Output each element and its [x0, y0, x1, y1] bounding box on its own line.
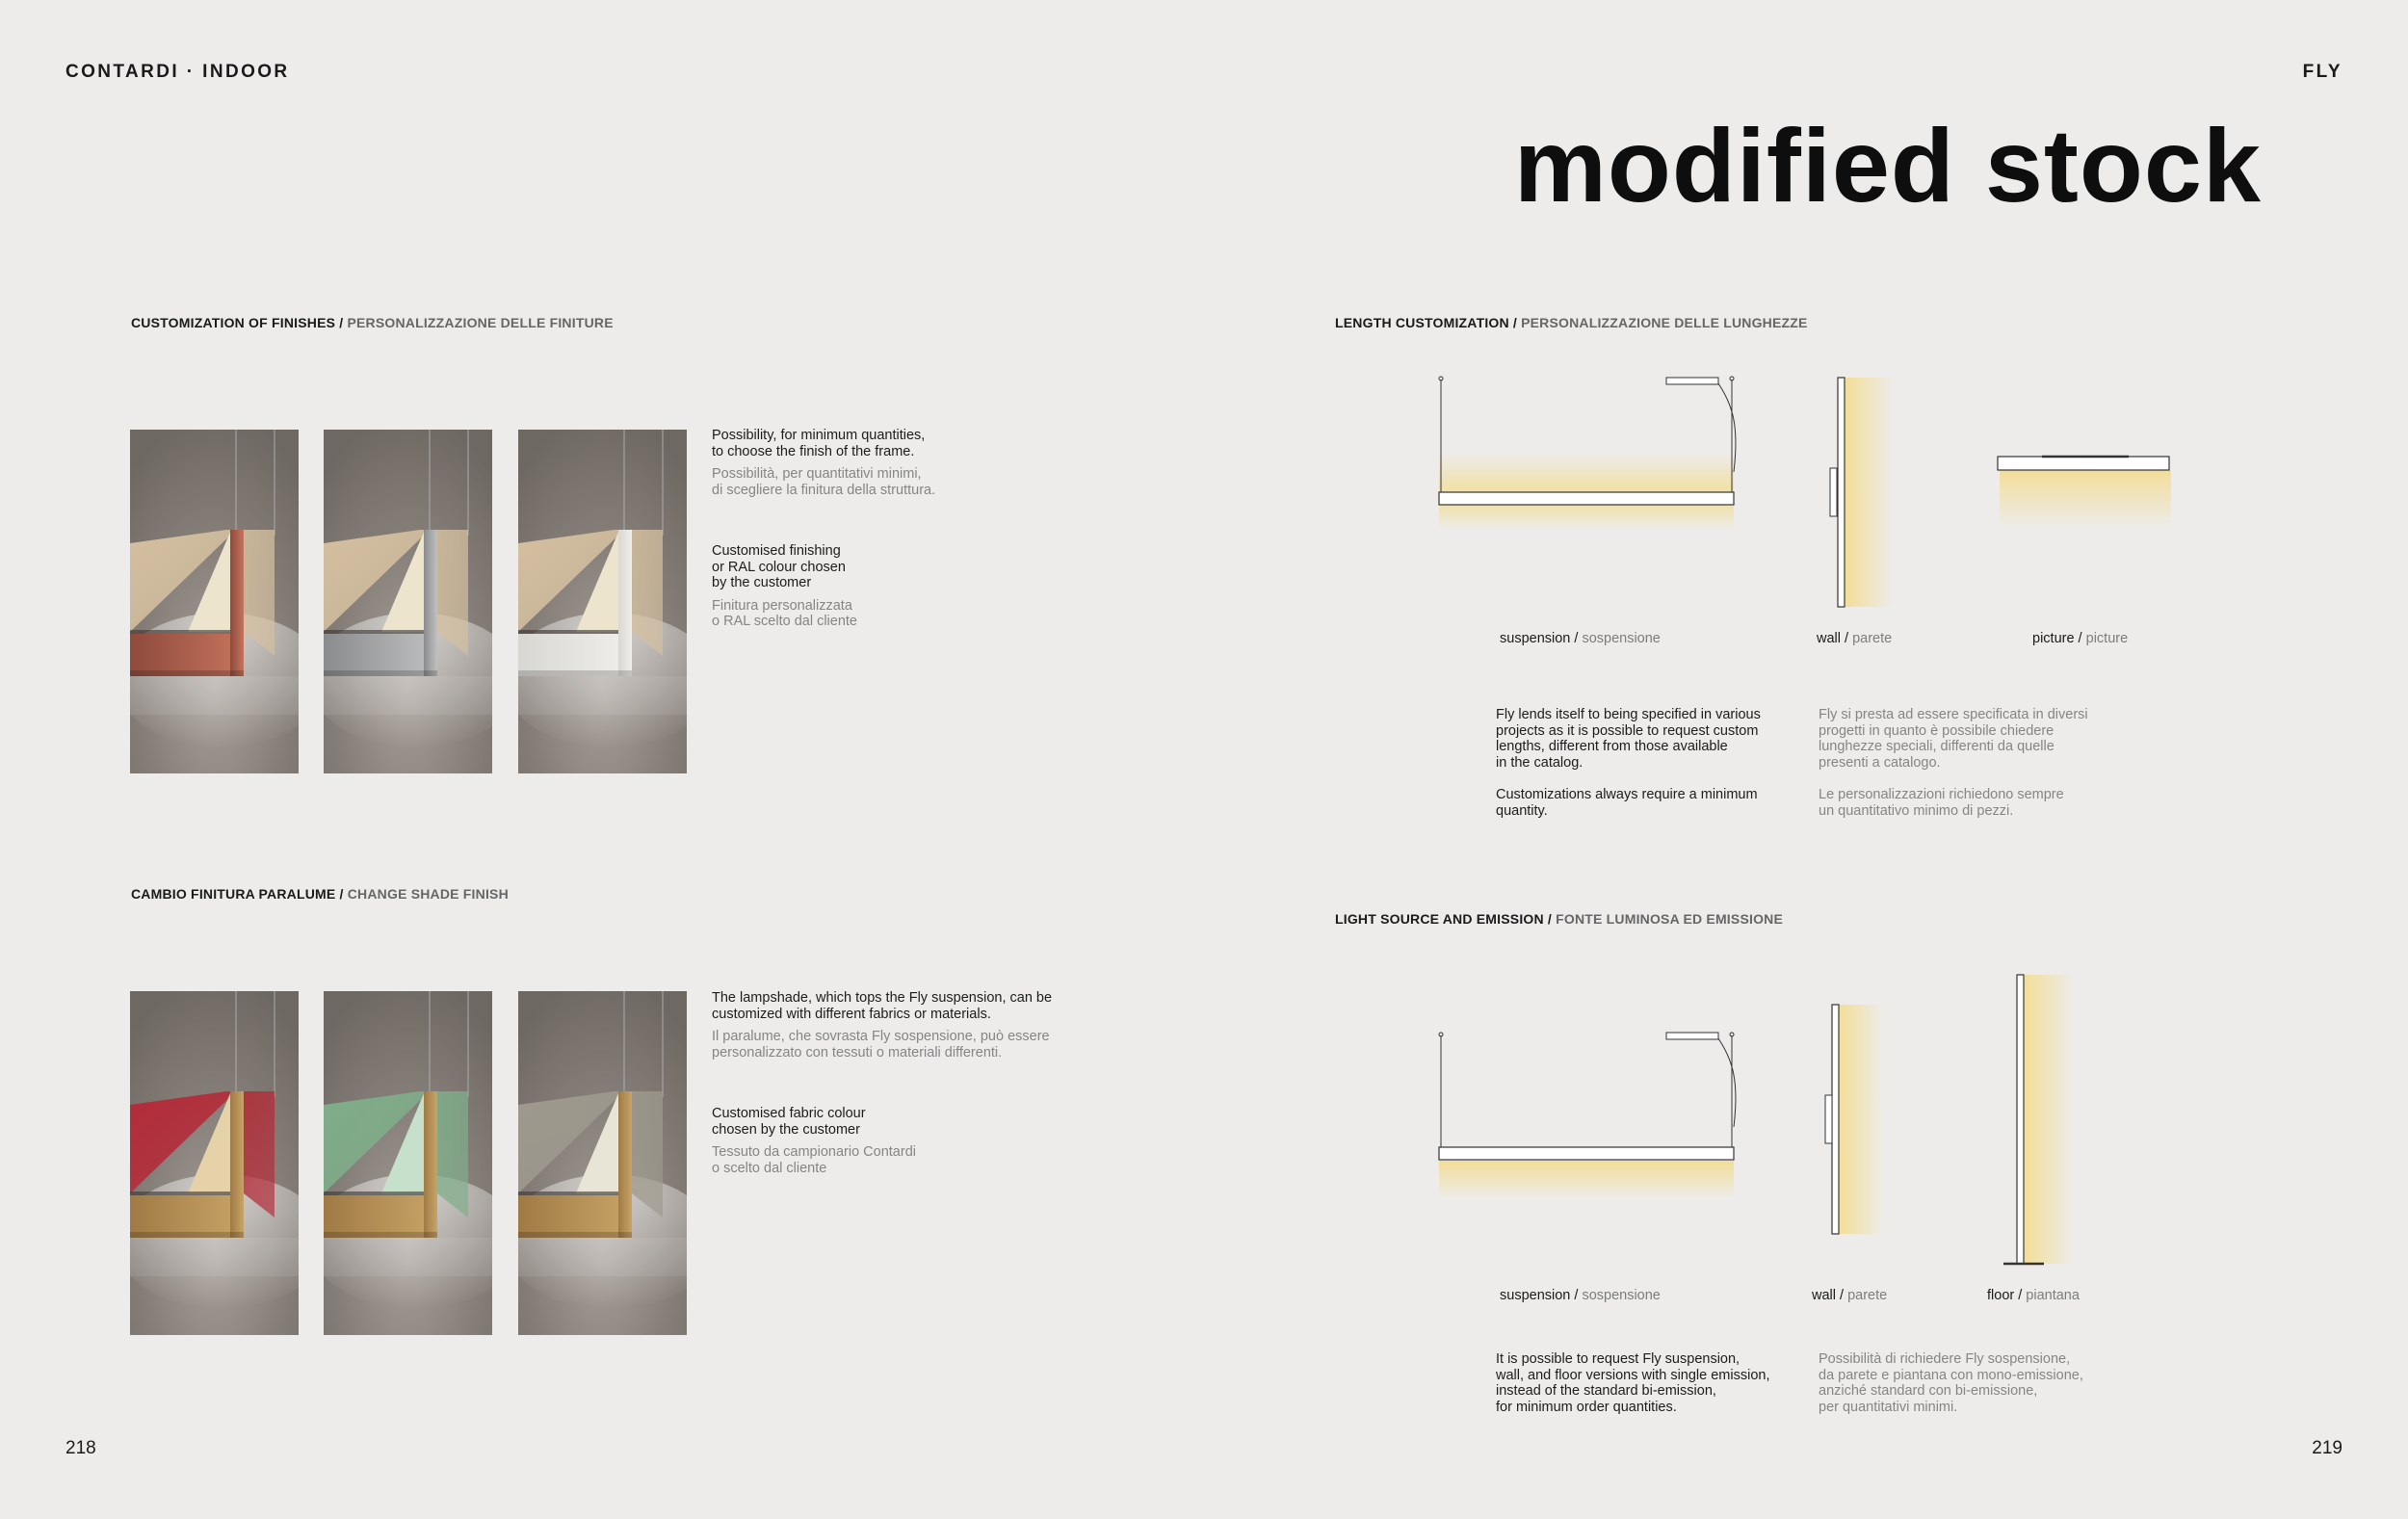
emission-floor-diagram: [2003, 975, 2075, 1264]
section-title-length: [1335, 315, 1808, 330]
caption-en: wall /: [1817, 631, 1849, 646]
caption-it: sospensione: [1582, 631, 1661, 646]
section-title-it: PERSONALIZZAZIONE DELLE LUNGHEZZE: [1521, 315, 1808, 330]
caption-it: picture: [2085, 631, 2129, 646]
suspension-diagram: [1439, 377, 1736, 530]
emission-wall-diagram: [1825, 1005, 1884, 1234]
length-body-en: [1496, 707, 1804, 819]
caption-it: piantana: [2026, 1288, 2080, 1303]
photo-frame-finish-white: [518, 430, 687, 773]
length-body-it-2: Le personalizzazioni richiedono sempre un quantitativo minimo di pezzi.: [1819, 787, 2064, 819]
caption-emission-suspension: [1500, 1288, 1661, 1303]
finishes-p2-it: Finitura personalizzata o RAL scelto dal cliente: [712, 597, 857, 629]
lamp-illustration: [518, 430, 687, 773]
caption-emission-wall: [1812, 1288, 1887, 1303]
section-title-it: FONTE LUMINOSA ED EMISSIONE: [1556, 911, 1784, 927]
section-title-shade: [131, 886, 509, 902]
length-body-en-2: Customizations always require a minimum quantity.: [1496, 787, 1758, 819]
photo-frame-finish-grey: [324, 430, 492, 773]
section-title-it: CHANGE SHADE FINISH: [347, 886, 509, 902]
lamp-illustration: [130, 991, 299, 1335]
section-title-en: CUSTOMIZATION OF FINISHES /: [131, 315, 344, 330]
product-label: FLY: [2302, 62, 2343, 82]
lamp-illustration: [518, 991, 687, 1335]
caption-en: suspension /: [1500, 631, 1579, 646]
caption-wall: [1817, 631, 1892, 646]
emission-diagrams: [1426, 963, 2100, 1271]
finishes-p2-en: Customised finishing or RAL colour chosen by the customer: [712, 543, 846, 590]
shade-text: [712, 990, 1116, 1176]
section-title-en: CAMBIO FINITURA PARALUME /: [131, 886, 344, 902]
page-number-left: 218: [65, 1438, 96, 1458]
caption-en: wall /: [1812, 1288, 1845, 1303]
brand-label: CONTARDI · INDOOR: [65, 62, 290, 82]
section-title-finishes: [131, 315, 614, 330]
caption-it: parete: [1847, 1288, 1888, 1303]
finishes-p1-it: Possibilità, per quantitativi minimi, di scegliere la finitura della struttura.: [712, 466, 936, 498]
emission-body-it-text: Possibilità di richiedere Fly sospensione, da parete e piantana con mono-emissione, anziché standard con bi-emissione, per quantitativi minimi.: [1819, 1351, 2083, 1415]
lamp-illustration: [324, 991, 492, 1335]
length-body-en-1: Fly lends itself to being specified in various projects as it is possible to request custom lengths, different from those available in the catalog.: [1496, 707, 1761, 771]
photo-frame-finish-copper: [130, 430, 299, 773]
emission-body-it: [1819, 1351, 2127, 1415]
emission-suspension-diagram: [1439, 1033, 1736, 1199]
length-diagrams: [1426, 366, 2196, 616]
caption-it: parete: [1852, 631, 1893, 646]
photo-shade-fabric-red: [130, 991, 299, 1335]
section-title-en: LENGTH CUSTOMIZATION /: [1335, 315, 1517, 330]
shade-p1-en: The lampshade, which tops the Fly suspension, can be customized with different fabrics or materials.: [712, 990, 1053, 1022]
photo-shade-fabric-mesh: [518, 991, 687, 1335]
emission-body-en-text: It is possible to request Fly suspension, wall, and floor versions with single emission, instead of the standard bi-emission, for minimum order quantities.: [1496, 1351, 1770, 1415]
caption-en: floor /: [1987, 1288, 2023, 1303]
lamp-illustration: [130, 430, 299, 773]
section-title-en: LIGHT SOURCE AND EMISSION /: [1335, 911, 1553, 927]
caption-suspension: [1500, 631, 1661, 646]
emission-body-en: [1496, 1351, 1804, 1415]
photo-shade-fabric-green: [324, 991, 492, 1335]
caption-en: picture /: [2032, 631, 2082, 646]
page-number-right: 219: [2312, 1438, 2343, 1458]
section-title-emission: [1335, 911, 1783, 927]
shade-p2-it: Tessuto da campionario Contardi o scelto dal cliente: [712, 1144, 916, 1176]
finishes-text: [712, 428, 1030, 630]
finishes-p1-en: Possibility, for minimum quantities, to choose the finish of the frame.: [712, 428, 926, 459]
page-title: modified stock: [1513, 107, 2262, 223]
picture-diagram: [1998, 457, 2171, 528]
caption-it: sospensione: [1582, 1288, 1661, 1303]
wall-diagram: [1830, 378, 1894, 607]
caption-en: suspension /: [1500, 1288, 1579, 1303]
shade-p1-it: Il paralume, che sovrasta Fly sospensione, può essere personalizzato con tessuti o materiali differenti.: [712, 1029, 1050, 1061]
lamp-illustration: [324, 430, 492, 773]
section-title-it: PERSONALIZZAZIONE DELLE FINITURE: [347, 315, 614, 330]
shade-p2-en: Customised fabric colour chosen by the customer: [712, 1106, 866, 1138]
caption-emission-floor: [1987, 1288, 2080, 1303]
caption-picture: [2032, 631, 2128, 646]
length-body-it: [1819, 707, 2127, 819]
length-body-it-1: Fly si presta ad essere specificata in diversi progetti in quanto è possibile chiedere lunghezze speciali, differenti da quelle presenti a catalogo.: [1819, 707, 2088, 771]
